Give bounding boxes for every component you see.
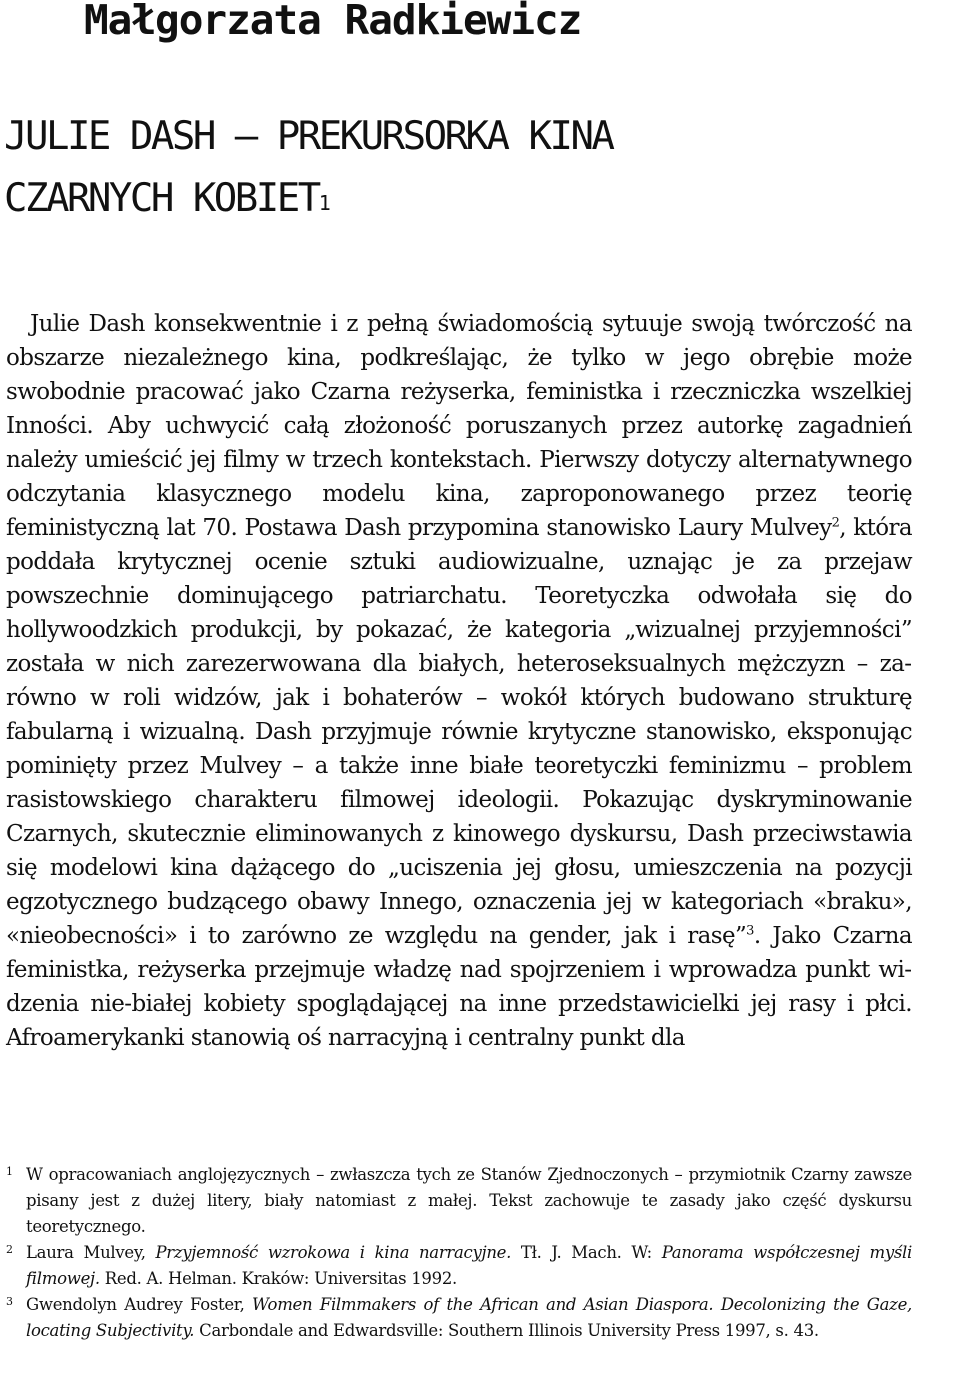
footnote-work-title: Women Filmmakers of the African and Asian Diaspora. Decolonizing the Gaze, locating Subjectivity. bbox=[26, 1295, 912, 1340]
author-name: Małgorzata Radkiewicz bbox=[84, 0, 582, 44]
body-text-part-1: Julie Dash konsekwentnie i z pełną świadomością sytuuje swoją twórczość na obszarze niezależnego kina, podkreślając, że tylko w jego obrębie może swobodnie pracować jako Czarna reżyserka, feministka i rzeczniczka wszelkiej Inności. Aby uchwycić całą złożoność poruszanych przez autorkę zagadnień należy umieścić jej filmy w trzech kontekstach. Pierwszy dotyczy alternatywnego odczytania klasycznego modelu kina, zaproponowanego przez teorię feministyczną lat 70. Postawa Dash przypomina stanowisko Laury Mulvey bbox=[6, 311, 912, 541]
footnote-mark: 3 bbox=[6, 1295, 13, 1308]
footnote-collection-title: Panorama współczesnej myśli filmowej. bbox=[26, 1243, 912, 1288]
title-line-2: CZARNYCH KOBIET bbox=[4, 176, 319, 221]
footnote-work-title: Przyjemność wzrokowa i kina narracyjne. bbox=[155, 1243, 512, 1262]
footnote-ref-3: 3 bbox=[746, 923, 754, 939]
footnote-author: Gwendolyn Audrey Foster, bbox=[26, 1295, 253, 1314]
footnote-2 bbox=[6, 1240, 912, 1292]
footnote-publication: Red. A. Helman. Kraków: Universitas 1992. bbox=[99, 1269, 457, 1288]
title-line-1: JULIE DASH – PREKURSORKA KINA bbox=[4, 114, 613, 159]
footnote-mark: 2 bbox=[6, 1243, 13, 1256]
footnote-3 bbox=[6, 1292, 912, 1344]
footnote-author: Laura Mulvey, bbox=[26, 1243, 156, 1262]
footnote-mark: 1 bbox=[6, 1165, 13, 1178]
footnote-1 bbox=[6, 1162, 912, 1240]
footnote-ref-2: 2 bbox=[831, 515, 840, 531]
body-text-part-3: . Jako Czarna feministka, reżyserka przejmuje władzę nad spojrzeniem i wprowadza punkt widzenia nie-białej kobiety spoglądającej na inne przedstawicielki jej rasy i płci. Afroamerykanki stanowią oś narracyjną i centralny punkt dla bbox=[6, 923, 912, 1051]
footnote-publication: Carbondale and Edwardsville: Southern Illinois University Press 1997, s. 43. bbox=[194, 1321, 819, 1340]
article-title bbox=[4, 106, 944, 230]
body-text-part-2: , która poddała krytycznej ocenie sztuki audiowizualne, uznając je za przejaw powszechnie dominującego patriarchatu. Teoretyczka odwołała się do hollywoodzkich produkcji, by pokazać, że kategoria „wizualnej przyjemności” została w nich zarezerwowana dla białych, heteroseksualnych mężczyzn – zarówno w roli widzów, jak i bohaterów – wokół których budowano strukturę fabularną i wizualną. Dash przyjmuje równie krytyczne stanowisko, eksponując pominięty przez Mulvey – a także inne białe teoretyczki feminizmu – problem rasistowskiego charakteru filmowej ideologii. Pokazując dyskryminowanie Czarnych, skutecznie eliminowanych z kinowego dyskursu, Dash przeciwstawia się modelowi kina dążącego do „uciszenia jej głosu, umieszczenia na pozycji egzotycznego budzącego obawy Innego, oznaczenia jej w kategoriach «braku», «nieobecności» i to zarówno ze względu na gender, jak i rasę” bbox=[6, 515, 913, 949]
footnotes bbox=[6, 1162, 912, 1344]
footnote-text: W opracowaniach anglojęzycznych – zwłaszcza tych ze Stanów Zjednoczonych – przymiotnik Czarny zawsze pisany jest z dużej litery, biały natomiast z małej. Tekst zachowuje te zasady jako część dyskursu teoretycznego. bbox=[26, 1165, 912, 1236]
body-paragraph bbox=[6, 307, 912, 1055]
title-footnote-ref: 1 bbox=[318, 191, 331, 215]
footnote-translator: Tł. J. Mach. W: bbox=[511, 1243, 662, 1262]
